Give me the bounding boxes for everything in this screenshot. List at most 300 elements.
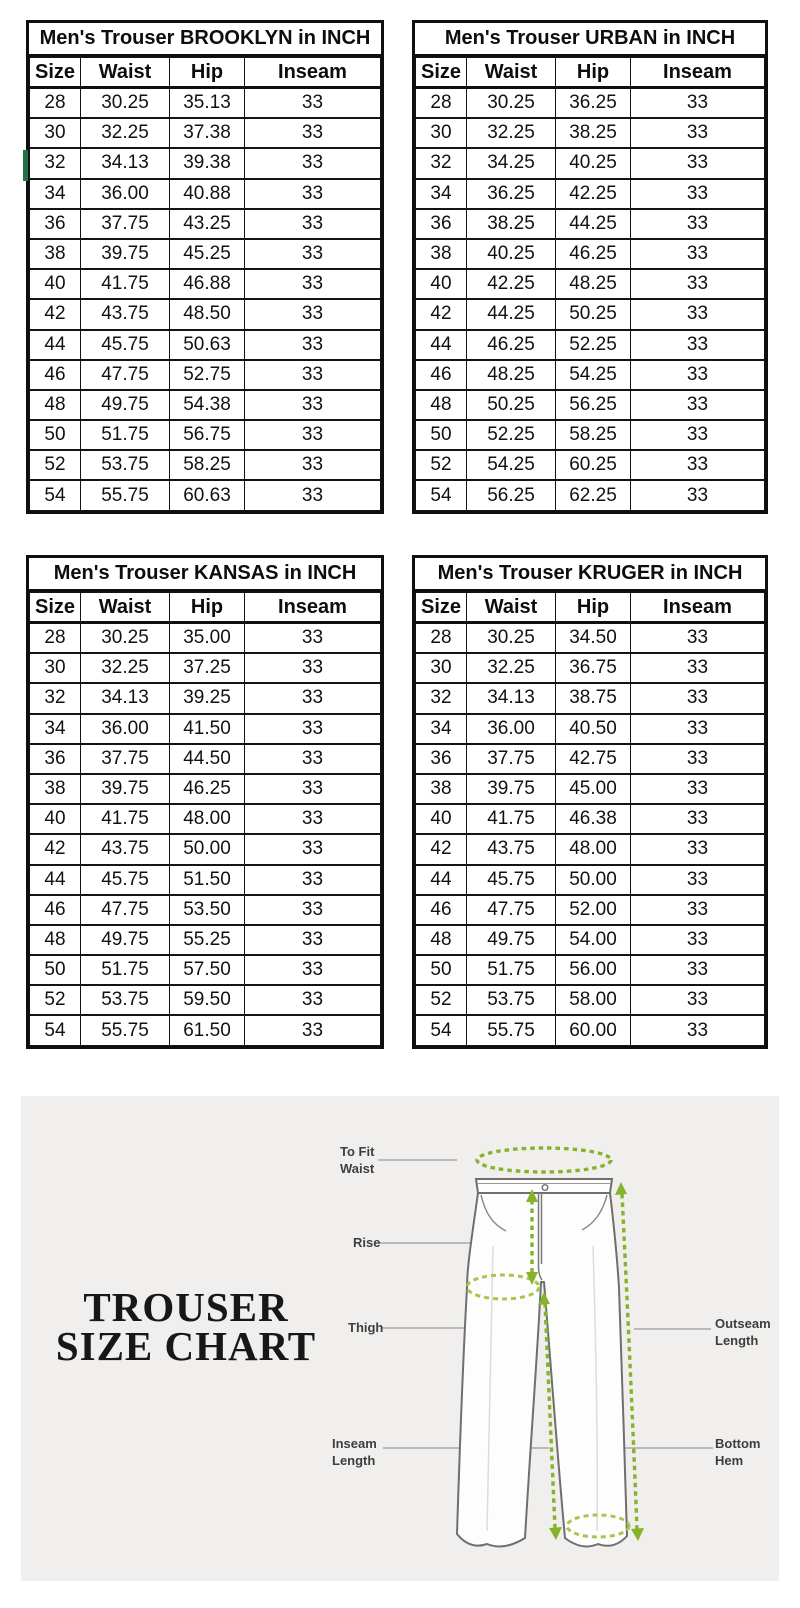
table-row bbox=[30, 955, 381, 985]
size-cell: 33 bbox=[245, 774, 381, 804]
size-cell: 33 bbox=[631, 118, 765, 148]
size-cell: 32 bbox=[416, 683, 467, 713]
size-cell: 50.00 bbox=[556, 865, 631, 895]
column-header: Inseam bbox=[245, 593, 381, 623]
size-cell: 36.75 bbox=[556, 653, 631, 683]
size-cell: 55.75 bbox=[81, 480, 170, 510]
table-row bbox=[416, 623, 765, 654]
table-row bbox=[416, 714, 765, 744]
size-cell: 48.25 bbox=[467, 360, 556, 390]
size-cell: 33 bbox=[631, 683, 765, 713]
size-cell: 42 bbox=[416, 834, 467, 864]
size-cell: 32.25 bbox=[81, 653, 170, 683]
size-cell: 52 bbox=[416, 985, 467, 1015]
size-cell: 34 bbox=[30, 179, 81, 209]
size-table-kansas bbox=[26, 555, 384, 1049]
diagram-title bbox=[27, 1284, 345, 1369]
table-row bbox=[30, 209, 381, 239]
table-row bbox=[30, 834, 381, 864]
size-cell: 33 bbox=[631, 865, 765, 895]
table-row bbox=[416, 269, 765, 299]
size-cell: 45.75 bbox=[467, 865, 556, 895]
size-cell: 33 bbox=[631, 623, 765, 654]
size-cell: 48.00 bbox=[556, 834, 631, 864]
size-cell: 48 bbox=[416, 390, 467, 420]
size-cell: 48 bbox=[416, 925, 467, 955]
size-cell: 54 bbox=[30, 480, 81, 510]
size-cell: 33 bbox=[631, 744, 765, 774]
size-cell: 33 bbox=[631, 148, 765, 178]
size-cell: 50.25 bbox=[467, 390, 556, 420]
size-cell: 39.75 bbox=[467, 774, 556, 804]
size-cell: 49.75 bbox=[81, 390, 170, 420]
table-row bbox=[30, 683, 381, 713]
size-cell: 56.25 bbox=[556, 390, 631, 420]
table-row bbox=[416, 1015, 765, 1045]
size-cell: 44 bbox=[30, 865, 81, 895]
table-row bbox=[30, 179, 381, 209]
size-cell: 33 bbox=[245, 653, 381, 683]
size-cell: 47.75 bbox=[467, 895, 556, 925]
table-row bbox=[30, 985, 381, 1015]
size-cell: 46 bbox=[30, 895, 81, 925]
size-cell: 49.75 bbox=[467, 925, 556, 955]
size-cell: 36.00 bbox=[81, 714, 170, 744]
table-row bbox=[416, 420, 765, 450]
size-cell: 46 bbox=[416, 895, 467, 925]
size-cell: 33 bbox=[245, 330, 381, 360]
size-cell: 47.75 bbox=[81, 360, 170, 390]
label-inseam-length: Inseam Length bbox=[332, 1436, 377, 1468]
size-cell: 54 bbox=[416, 480, 467, 510]
size-cell: 33 bbox=[245, 360, 381, 390]
size-cell: 30 bbox=[416, 653, 467, 683]
size-cell: 33 bbox=[631, 804, 765, 834]
size-cell: 47.75 bbox=[81, 895, 170, 925]
size-cell: 53.75 bbox=[81, 450, 170, 480]
size-cell: 53.50 bbox=[170, 895, 245, 925]
column-header: Waist bbox=[81, 58, 170, 88]
size-cell: 54 bbox=[416, 1015, 467, 1045]
size-cell: 41.75 bbox=[81, 804, 170, 834]
table-row bbox=[416, 925, 765, 955]
size-table-grid bbox=[29, 592, 381, 1046]
size-cell: 33 bbox=[245, 148, 381, 178]
size-cell: 33 bbox=[245, 88, 381, 119]
size-cell: 46.25 bbox=[467, 330, 556, 360]
size-cell: 34.13 bbox=[81, 683, 170, 713]
size-table-brooklyn bbox=[26, 20, 384, 514]
table-row bbox=[30, 623, 381, 654]
size-cell: 33 bbox=[245, 420, 381, 450]
selected-row-marker bbox=[23, 150, 28, 181]
size-cell: 33 bbox=[245, 895, 381, 925]
size-cell: 42 bbox=[416, 299, 467, 329]
table-row bbox=[416, 985, 765, 1015]
label-to-fit-waist: To Fit Waist bbox=[340, 1144, 375, 1176]
size-cell: 30.25 bbox=[81, 623, 170, 654]
size-cell: 51.75 bbox=[467, 955, 556, 985]
size-cell: 33 bbox=[631, 299, 765, 329]
size-cell: 38.75 bbox=[556, 683, 631, 713]
table-row bbox=[416, 955, 765, 985]
size-cell: 55.25 bbox=[170, 925, 245, 955]
size-cell: 50 bbox=[30, 420, 81, 450]
table-row bbox=[416, 865, 765, 895]
size-cell: 33 bbox=[631, 925, 765, 955]
column-header: Hip bbox=[170, 58, 245, 88]
size-cell: 33 bbox=[631, 269, 765, 299]
table-row bbox=[416, 330, 765, 360]
size-cell: 54.25 bbox=[556, 360, 631, 390]
size-cell: 32.25 bbox=[467, 653, 556, 683]
size-cell: 30.25 bbox=[467, 88, 556, 119]
size-cell: 54 bbox=[30, 1015, 81, 1045]
size-cell: 28 bbox=[416, 623, 467, 654]
size-cell: 33 bbox=[245, 865, 381, 895]
size-cell: 33 bbox=[245, 683, 381, 713]
table-title: Men's Trouser KANSAS in INCH bbox=[29, 558, 381, 592]
table-row bbox=[416, 360, 765, 390]
table-row bbox=[30, 480, 381, 510]
size-cell: 50 bbox=[416, 420, 467, 450]
size-cell: 55.75 bbox=[81, 1015, 170, 1045]
size-cell: 48.25 bbox=[556, 269, 631, 299]
header-row bbox=[416, 593, 765, 623]
header-row bbox=[30, 593, 381, 623]
size-cell: 54.38 bbox=[170, 390, 245, 420]
table-title: Men's Trouser KRUGER in INCH bbox=[415, 558, 765, 592]
size-cell: 57.50 bbox=[170, 955, 245, 985]
column-header: Waist bbox=[81, 593, 170, 623]
size-cell: 60.63 bbox=[170, 480, 245, 510]
diagram-title-line2: SIZE CHART bbox=[55, 1323, 317, 1369]
size-cell: 52 bbox=[30, 985, 81, 1015]
size-cell: 41.50 bbox=[170, 714, 245, 744]
header-row bbox=[30, 58, 381, 88]
size-cell: 48 bbox=[30, 925, 81, 955]
column-header: Hip bbox=[170, 593, 245, 623]
size-cell: 46.88 bbox=[170, 269, 245, 299]
column-header: Hip bbox=[556, 593, 631, 623]
size-cell: 33 bbox=[245, 714, 381, 744]
size-cell: 33 bbox=[631, 330, 765, 360]
size-cell: 52.00 bbox=[556, 895, 631, 925]
size-cell: 38.25 bbox=[556, 118, 631, 148]
size-cell: 35.13 bbox=[170, 88, 245, 119]
waistband bbox=[476, 1179, 612, 1193]
table-row bbox=[416, 299, 765, 329]
size-cell: 40 bbox=[30, 269, 81, 299]
size-cell: 33 bbox=[245, 1015, 381, 1045]
size-cell: 42 bbox=[30, 834, 81, 864]
table-row bbox=[416, 450, 765, 480]
size-cell: 33 bbox=[245, 623, 381, 654]
size-cell: 45.75 bbox=[81, 330, 170, 360]
size-cell: 33 bbox=[245, 390, 381, 420]
size-cell: 40.88 bbox=[170, 179, 245, 209]
size-cell: 33 bbox=[631, 179, 765, 209]
size-cell: 56.25 bbox=[467, 480, 556, 510]
size-cell: 34.13 bbox=[81, 148, 170, 178]
size-cell: 36 bbox=[30, 744, 81, 774]
size-cell: 33 bbox=[631, 955, 765, 985]
size-cell: 28 bbox=[30, 88, 81, 119]
label-bottom-hem: Bottom Hem bbox=[715, 1436, 761, 1468]
size-cell: 36.00 bbox=[81, 179, 170, 209]
size-cell: 48 bbox=[30, 390, 81, 420]
table-row bbox=[30, 744, 381, 774]
table-title: Men's Trouser URBAN in INCH bbox=[415, 23, 765, 57]
size-cell: 56.00 bbox=[556, 955, 631, 985]
column-header: Inseam bbox=[631, 58, 765, 88]
size-cell: 44.25 bbox=[556, 209, 631, 239]
size-cell: 33 bbox=[245, 299, 381, 329]
size-cell: 36.25 bbox=[556, 88, 631, 119]
size-cell: 38 bbox=[30, 239, 81, 269]
size-cell: 28 bbox=[416, 88, 467, 119]
size-cell: 33 bbox=[631, 985, 765, 1015]
table-row bbox=[30, 299, 381, 329]
label-rise: Rise bbox=[353, 1235, 381, 1250]
size-cell: 34 bbox=[416, 714, 467, 744]
size-cell: 39.75 bbox=[81, 239, 170, 269]
table-row bbox=[30, 450, 381, 480]
size-cell: 36 bbox=[416, 744, 467, 774]
table-row bbox=[416, 390, 765, 420]
size-cell: 32.25 bbox=[467, 118, 556, 148]
size-cell: 41.75 bbox=[81, 269, 170, 299]
label-outseam-length: Outseam Length bbox=[715, 1316, 771, 1348]
size-cell: 33 bbox=[245, 118, 381, 148]
size-cell: 58.25 bbox=[170, 450, 245, 480]
size-cell: 39.38 bbox=[170, 148, 245, 178]
size-cell: 37.25 bbox=[170, 653, 245, 683]
size-cell: 52 bbox=[416, 450, 467, 480]
size-cell: 28 bbox=[30, 623, 81, 654]
waist-measure-ellipse bbox=[477, 1148, 611, 1172]
size-cell: 33 bbox=[245, 179, 381, 209]
size-cell: 44 bbox=[30, 330, 81, 360]
table-row bbox=[416, 179, 765, 209]
size-cell: 44 bbox=[416, 330, 467, 360]
table-row bbox=[416, 653, 765, 683]
size-cell: 50.25 bbox=[556, 299, 631, 329]
size-cell: 48.50 bbox=[170, 299, 245, 329]
size-cell: 39.75 bbox=[81, 774, 170, 804]
size-cell: 52.25 bbox=[556, 330, 631, 360]
size-cell: 37.75 bbox=[81, 744, 170, 774]
size-cell: 32 bbox=[416, 148, 467, 178]
size-cell: 32 bbox=[30, 683, 81, 713]
table-row bbox=[30, 804, 381, 834]
table-row bbox=[416, 480, 765, 510]
size-cell: 36.25 bbox=[467, 179, 556, 209]
table-row bbox=[30, 1015, 381, 1045]
size-cell: 36 bbox=[416, 209, 467, 239]
size-cell: 42.25 bbox=[467, 269, 556, 299]
size-cell: 36 bbox=[30, 209, 81, 239]
column-header: Size bbox=[30, 593, 81, 623]
size-cell: 43.75 bbox=[81, 834, 170, 864]
size-cell: 61.50 bbox=[170, 1015, 245, 1045]
table-row bbox=[30, 865, 381, 895]
size-cell: 44.50 bbox=[170, 744, 245, 774]
size-cell: 34.13 bbox=[467, 683, 556, 713]
table-row bbox=[30, 269, 381, 299]
table-row bbox=[30, 653, 381, 683]
table-row bbox=[30, 118, 381, 148]
size-cell: 60.25 bbox=[556, 450, 631, 480]
table-row bbox=[30, 88, 381, 119]
size-cell: 33 bbox=[245, 744, 381, 774]
size-cell: 38 bbox=[416, 239, 467, 269]
size-chart-diagram-panel bbox=[21, 1096, 779, 1581]
diagram-title-line1: TROUSER bbox=[83, 1284, 289, 1330]
header-row bbox=[416, 58, 765, 88]
table-row bbox=[30, 239, 381, 269]
size-cell: 32.25 bbox=[81, 118, 170, 148]
size-cell: 52.25 bbox=[467, 420, 556, 450]
size-cell: 50.63 bbox=[170, 330, 245, 360]
table-row bbox=[30, 895, 381, 925]
column-header: Waist bbox=[467, 593, 556, 623]
size-cell: 33 bbox=[245, 209, 381, 239]
size-cell: 33 bbox=[631, 653, 765, 683]
size-cell: 33 bbox=[245, 925, 381, 955]
size-cell: 30 bbox=[416, 118, 467, 148]
size-cell: 49.75 bbox=[81, 925, 170, 955]
size-cell: 46 bbox=[30, 360, 81, 390]
table-row bbox=[416, 239, 765, 269]
size-cell: 38.25 bbox=[467, 209, 556, 239]
size-table-grid bbox=[415, 57, 765, 511]
size-table-grid bbox=[29, 57, 381, 511]
size-cell: 33 bbox=[245, 804, 381, 834]
size-cell: 42.25 bbox=[556, 179, 631, 209]
size-cell: 50 bbox=[30, 955, 81, 985]
table-title: Men's Trouser BROOKLYN in INCH bbox=[29, 23, 381, 57]
table-row bbox=[30, 360, 381, 390]
size-cell: 34.25 bbox=[467, 148, 556, 178]
size-cell: 33 bbox=[245, 480, 381, 510]
table-row bbox=[30, 148, 381, 178]
size-cell: 38 bbox=[416, 774, 467, 804]
size-cell: 46 bbox=[416, 360, 467, 390]
column-header: Waist bbox=[467, 58, 556, 88]
size-cell: 30.25 bbox=[81, 88, 170, 119]
size-cell: 51.75 bbox=[81, 420, 170, 450]
size-cell: 50 bbox=[416, 955, 467, 985]
size-cell: 51.50 bbox=[170, 865, 245, 895]
size-cell: 33 bbox=[631, 450, 765, 480]
size-cell: 48.00 bbox=[170, 804, 245, 834]
size-cell: 40.25 bbox=[556, 148, 631, 178]
size-cell: 42.75 bbox=[556, 744, 631, 774]
size-cell: 35.00 bbox=[170, 623, 245, 654]
table-row bbox=[416, 834, 765, 864]
size-cell: 46.25 bbox=[170, 774, 245, 804]
size-cell: 45.25 bbox=[170, 239, 245, 269]
size-cell: 37.75 bbox=[467, 744, 556, 774]
size-cell: 30 bbox=[30, 653, 81, 683]
table-row bbox=[30, 420, 381, 450]
size-table-kruger bbox=[412, 555, 768, 1049]
size-cell: 54.25 bbox=[467, 450, 556, 480]
size-cell: 33 bbox=[631, 88, 765, 119]
size-cell: 46.25 bbox=[556, 239, 631, 269]
size-cell: 53.75 bbox=[81, 985, 170, 1015]
size-cell: 33 bbox=[245, 450, 381, 480]
size-cell: 33 bbox=[245, 955, 381, 985]
column-header: Inseam bbox=[245, 58, 381, 88]
size-cell: 40 bbox=[416, 804, 467, 834]
size-cell: 37.38 bbox=[170, 118, 245, 148]
size-cell: 58.25 bbox=[556, 420, 631, 450]
size-cell: 38 bbox=[30, 774, 81, 804]
table-row bbox=[416, 744, 765, 774]
label-thigh: Thigh bbox=[348, 1320, 384, 1335]
size-cell: 33 bbox=[631, 895, 765, 925]
size-cell: 33 bbox=[245, 834, 381, 864]
size-cell: 54.00 bbox=[556, 925, 631, 955]
size-cell: 55.75 bbox=[467, 1015, 556, 1045]
size-cell: 62.25 bbox=[556, 480, 631, 510]
size-cell: 33 bbox=[631, 390, 765, 420]
column-header: Size bbox=[30, 58, 81, 88]
table-row bbox=[416, 148, 765, 178]
size-cell: 43.75 bbox=[467, 834, 556, 864]
column-header: Hip bbox=[556, 58, 631, 88]
size-cell: 40 bbox=[30, 804, 81, 834]
size-cell: 45.75 bbox=[81, 865, 170, 895]
size-cell: 40.50 bbox=[556, 714, 631, 744]
size-cell: 30.25 bbox=[467, 623, 556, 654]
size-cell: 33 bbox=[245, 269, 381, 299]
table-row bbox=[30, 774, 381, 804]
size-cell: 40.25 bbox=[467, 239, 556, 269]
size-cell: 34 bbox=[30, 714, 81, 744]
size-cell: 43.25 bbox=[170, 209, 245, 239]
size-table-grid bbox=[415, 592, 765, 1046]
size-cell: 56.75 bbox=[170, 420, 245, 450]
size-cell: 46.38 bbox=[556, 804, 631, 834]
size-cell: 44.25 bbox=[467, 299, 556, 329]
size-cell: 33 bbox=[631, 714, 765, 744]
table-row bbox=[30, 390, 381, 420]
size-cell: 32 bbox=[30, 148, 81, 178]
column-header: Size bbox=[416, 593, 467, 623]
table-row bbox=[30, 330, 381, 360]
size-cell: 33 bbox=[245, 239, 381, 269]
size-cell: 44 bbox=[416, 865, 467, 895]
size-cell: 33 bbox=[631, 480, 765, 510]
size-cell: 33 bbox=[631, 209, 765, 239]
table-row bbox=[416, 774, 765, 804]
size-cell: 52 bbox=[30, 450, 81, 480]
size-cell: 39.25 bbox=[170, 683, 245, 713]
size-cell: 52.75 bbox=[170, 360, 245, 390]
size-table-urban bbox=[412, 20, 768, 514]
table-row bbox=[416, 209, 765, 239]
table-row bbox=[30, 714, 381, 744]
table-row bbox=[416, 895, 765, 925]
size-cell: 59.50 bbox=[170, 985, 245, 1015]
size-cell: 45.00 bbox=[556, 774, 631, 804]
size-cell: 58.00 bbox=[556, 985, 631, 1015]
size-cell: 60.00 bbox=[556, 1015, 631, 1045]
size-cell: 34 bbox=[416, 179, 467, 209]
